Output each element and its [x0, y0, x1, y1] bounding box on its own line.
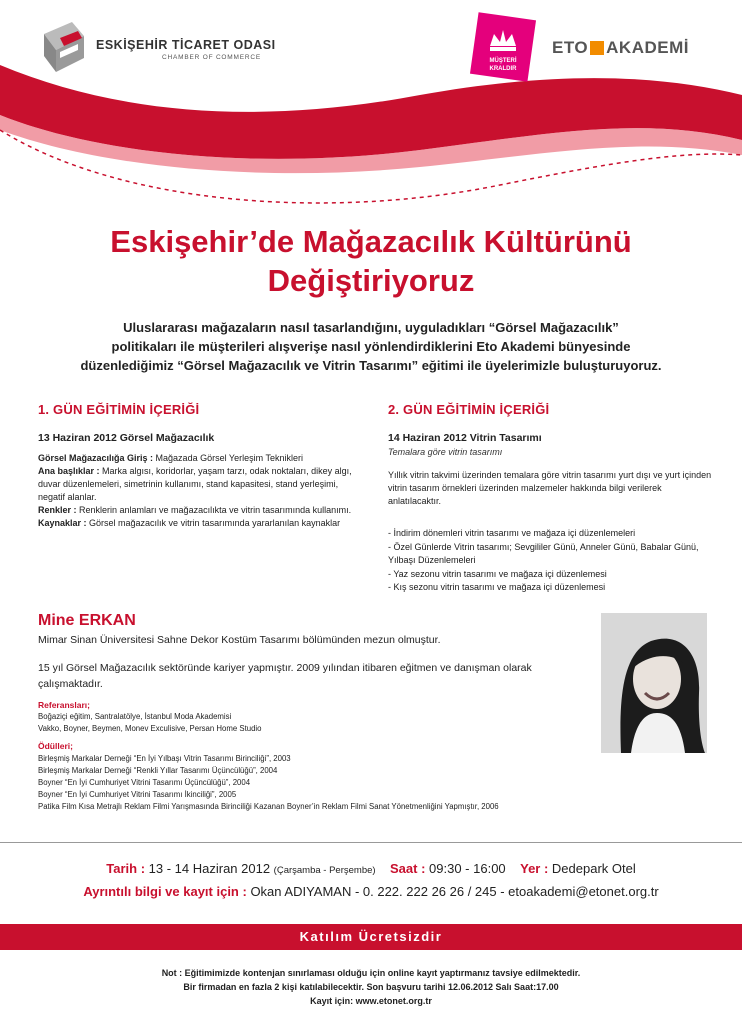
note-line: Kayıt için: www.etonet.org.tr — [310, 996, 432, 1006]
badge-top-text: MÜŞTERİ — [489, 58, 517, 64]
list-item: - Yaz sezonu vitrin tasarımı ve mağaza içi düzenlemesi — [388, 568, 607, 579]
day1-p4-text: Görsel mağazacılık ve vitrin tasarımında yararlanılan kaynaklar — [86, 518, 341, 528]
list-item: - Kış sezonu vitrin tasarımı ve mağaza içi düzenlemesi — [388, 582, 606, 592]
day2-description: Yıllık vitrin takvimi üzerinden temalara göre vitrin tasarımı yurt dışı ve yurt içinden vitrin tasarım örnekleri üzerinden malzemeler hakkında bilgi verilerek anlatılacaktır. — [388, 470, 712, 506]
academy-left-text: ETO — [552, 38, 589, 57]
eto-akademi-logo — [552, 38, 689, 58]
orange-square-icon — [590, 41, 604, 55]
list-item: Birleşmiş Markalar Derneği “Renkli Yıllar Tasarımı Üçüncülüğü”, 2004 — [38, 766, 278, 775]
list-item: Patika Film Kısa Metrajlı Reklam Filmi Yarışmasında Birinciliği Kazanan Boyner’in Reklam Filmi Sanat Yönetmenliğini Yapmıştır, 2006 — [38, 802, 499, 811]
references-line: Vakko, Boyner, Beymen, Monev Exculisive, Persan Home Studio — [38, 724, 262, 733]
academy-right-text: AKADEMİ — [606, 38, 689, 57]
day1-paragraph — [38, 504, 358, 517]
list-item: Birleşmiş Markalar Derneği “En İyi Yılbaşı Vitrin Tasarımı Birinciliği”, 2003 — [38, 754, 291, 763]
time-label: Saat : — [390, 861, 426, 876]
footer-notes — [0, 966, 742, 1008]
date-value: 13 - 14 Haziran 2012 — [145, 861, 274, 876]
references-list — [38, 711, 538, 735]
badge-bottom-text: KRALDIR — [489, 66, 517, 72]
day1-paragraph — [38, 452, 358, 465]
intro-paragraph — [38, 318, 704, 375]
references-line: Boğaziçi eğitim, Santralatölye, İstanbul Moda Akademisi — [38, 712, 232, 721]
day1-p2-label: Ana başlıklar : — [38, 466, 100, 476]
day1-p2-text: Marka algısı, koridorlar, yaşam tarzı, odak noktaları, dikey algı, duvar düzenlemeleri, simetrinin kullanımı, stand kapasitesi, stand yerleşimi, negatif alanlar. — [38, 466, 352, 502]
awards-heading: Ödülleri; — [38, 741, 73, 751]
day1-p3-label: Renkler : — [38, 505, 77, 515]
day1-paragraph — [38, 465, 358, 504]
org-subtitle: CHAMBER OF COMMERCE — [162, 54, 261, 61]
intro-line-1: Uluslararası mağazaların nasıl tasarlandığını, uyguladıkları “Görsel Mağazacılık” — [123, 320, 619, 335]
time-value: 09:30 - 16:00 — [425, 861, 506, 876]
red-swoosh-decoration — [0, 55, 742, 215]
title-line-2: Değiştiriyoruz — [267, 263, 475, 298]
day1-content — [38, 452, 358, 530]
trainer-career: 15 yıl Görsel Mağazacılık sektöründe kariyer yapmıştır. 2009 yılından itibaren eğitmen ve danışman olarak çalışmaktadır. — [38, 662, 532, 690]
day1-p3-text: Renklerin anlamları ve mağazacılıkta ve vitrin tasarımında kullanımı. — [76, 505, 352, 515]
page-title — [0, 222, 742, 300]
note-line: Not : Eğitimimizde kontenjan sınırlaması olduğu için online kayıt yaptırmanız tavsiye edilmektedir. — [161, 968, 581, 978]
day1-paragraph — [38, 517, 358, 530]
day2-topic-list — [388, 527, 718, 595]
day1-p4-label: Kaynaklar : — [38, 518, 87, 528]
day1-subheading: 13 Haziran 2012 Görsel Mağazacılık — [38, 432, 215, 444]
free-participation-banner: Katılım Ücretsizdir — [0, 924, 742, 950]
contact-value: Okan ADIYAMAN - 0. 222. 222 26 26 / 245 - etoakademi@etonet.org.tr — [246, 884, 659, 899]
place-value: Dedepark Otel — [548, 861, 636, 876]
day2-note: Temalara göre vitrin tasarımı — [388, 447, 503, 457]
intro-line-3: düzenlediğimiz “Görsel Mağazacılık ve Vitrin Tasarımı” eğitimi ile üyelerimizle buluşturuyoruz. — [80, 358, 662, 373]
day1-p1-text: Mağazada Görsel Yerleşim Teknikleri — [153, 453, 303, 463]
references-heading: Referansları; — [38, 700, 90, 710]
list-item: Boyner “En İyi Cumhuriyet Vitrini Tasarımı İkinciliği”, 2005 — [38, 790, 237, 799]
list-item: Boyner “En İyi Cumhuriyet Vitrini Tasarımı Üçüncülüğü”, 2004 — [38, 778, 251, 787]
contact-label: Ayrıntılı bilgi ve kayıt için : — [83, 884, 247, 899]
list-item: - Özel Günlerde Vitrin tasarımı; Sevgililer Günü, Anneler Günü, Babalar Günü, Yılbaşı Düzenlemeleri — [388, 541, 699, 565]
note-line: Bir firmadan en fazla 2 kişi katılabilecektir. Son başvuru tarihi 12.06.2012 Salı Saat:17.00 — [183, 982, 559, 992]
trainer-education: Mimar Sinan Üniversitesi Sahne Dekor Kostüm Tasarımı bölümünden mezun olmuştur. — [38, 634, 441, 646]
trainer-name: Mine ERKAN — [38, 612, 136, 629]
crown-badge-icon — [468, 12, 538, 82]
divider — [0, 842, 742, 843]
place-label: Yer : — [520, 861, 549, 876]
date-label: Tarih : — [106, 861, 146, 876]
eto-logo-icon — [38, 16, 90, 78]
org-name: ESKİŞEHİR TİCARET ODASI — [96, 38, 276, 52]
day1-heading: 1. GÜN EĞİTİMİN İÇERİĞİ — [38, 402, 200, 417]
day2-subheading: 14 Haziran 2012 Vitrin Tasarımı — [388, 432, 542, 444]
portrait-icon — [601, 613, 707, 753]
list-item: - İndirim dönemleri vitrin tasarımı ve mağaza içi düzenlemeleri — [388, 528, 636, 538]
contact-details — [0, 884, 742, 899]
intro-line-2: politikaları ile müşterileri alışverişe nasıl yönlendirdiklerini Eto Akademi bünyesinde — [111, 339, 631, 354]
day2-heading: 2. GÜN EĞİTİMİN İÇERİĞİ — [388, 402, 550, 417]
title-line-1: Eskişehir’de Mağazacılık Kültürünü — [110, 224, 632, 259]
day1-p1-label: Görsel Mağazacılığa Giriş : — [38, 453, 154, 463]
date-days: (Çarşamba - Perşembe) — [273, 865, 376, 876]
event-details — [0, 861, 742, 876]
awards-list — [38, 753, 658, 813]
trainer-photo — [601, 613, 707, 753]
